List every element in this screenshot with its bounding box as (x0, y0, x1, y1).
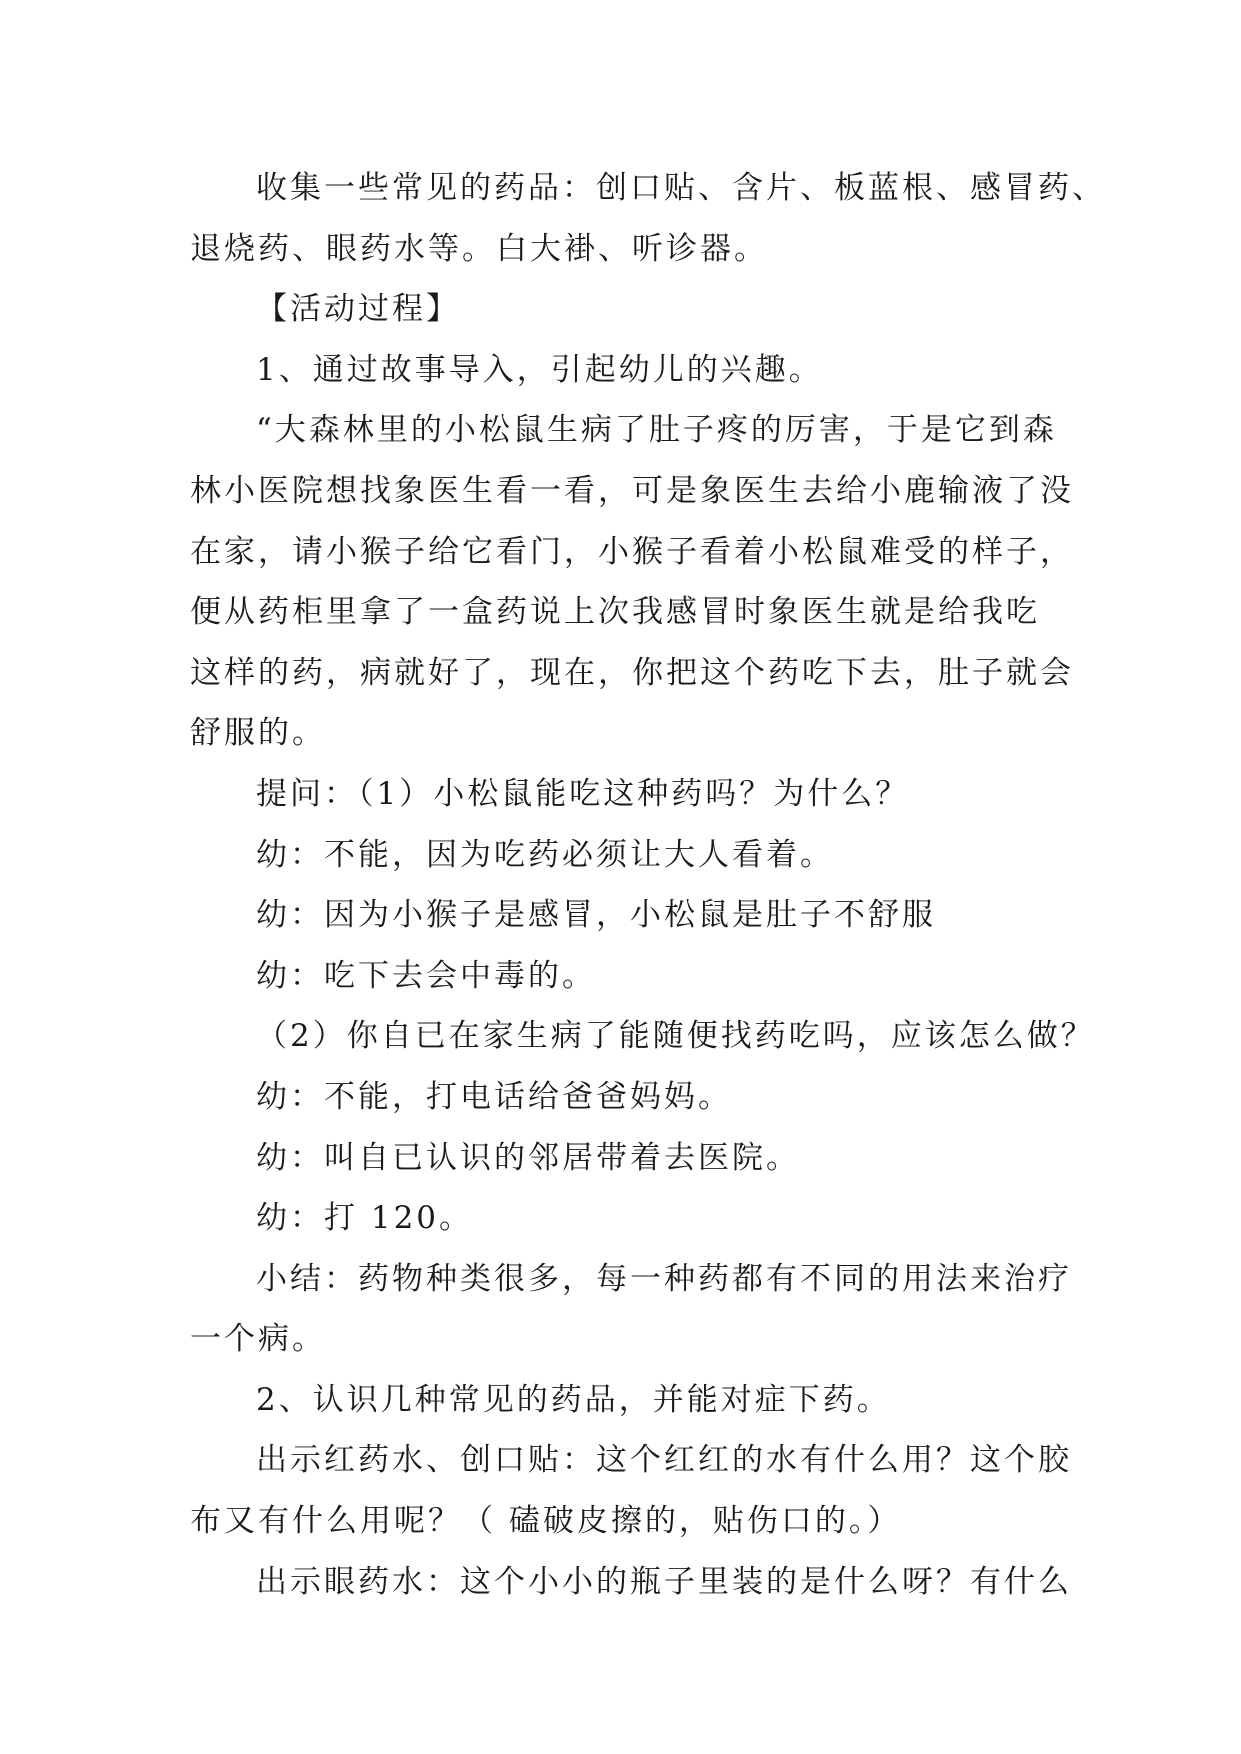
text-line: 2、认识几种常见的药品，并能对症下药。 (256, 1381, 891, 1418)
text-line: 林小医院想找象医生看一看，可是象医生去给小鹿输液了没 (190, 472, 1074, 509)
text-line: 退烧药、眼药水等。白大褂、听诊器。 (190, 230, 768, 267)
text-line: 这样的药，病就好了，现在，你把这个药吃下去，肚子就会 (190, 654, 1074, 691)
text-line: 幼：不能，打电话给爸爸妈妈。 (256, 1078, 732, 1115)
text-line: 出示红药水、创口贴：这个红红的水有什么用？这个胶 (256, 1442, 1072, 1479)
text-line: 幼：打 120。 (256, 1200, 474, 1237)
text-line: 便从药柜里拿了一盒药说上次我感冒时象医生就是给我吃 (190, 594, 1040, 631)
text-line: 一个病。 (190, 1321, 326, 1358)
text-line: 提问：（1）小松鼠能吃这种药吗？为什么？ (256, 775, 910, 812)
text-line: 收集一些常见的药品：创口贴、含片、板蓝根、感冒药、 (256, 170, 1106, 206)
text-line: 幼：吃下去会中毒的。 (256, 957, 596, 994)
text-line: 幼：因为小猴子是感冒，小松鼠是肚子不舒服 (256, 897, 936, 934)
text-line: 舒服的。 (190, 715, 326, 752)
document-body (190, 158, 1106, 1612)
text-line: 小结：药物种类很多，每一种药都有不同的用法来治疗 (256, 1260, 1072, 1297)
text-line: 布又有什么用呢？（ 磕破皮擦的，贴伤口的。） (190, 1503, 902, 1540)
text-line: （2）你自已在家生病了能随便找药吃吗，应该怎么做？ (256, 1018, 1095, 1055)
text-line: 【活动过程】 (256, 291, 460, 328)
text-line: 幼：不能，因为吃药必须让大人看着。 (256, 836, 834, 873)
text-line: 出示眼药水：这个小小的瓶子里装的是什么呀？有什么 (256, 1563, 1072, 1600)
text-line: 幼：叫自已认识的邻居带着去医院。 (256, 1139, 800, 1176)
text-line: “大森林里的小松鼠生病了肚子疼的厉害，于是它到森 (256, 412, 1057, 449)
text-line: 在家，请小猴子给它看门，小猴子看着小松鼠难受的样子， (190, 533, 1074, 570)
text-line: 1、通过故事导入，引起幼儿的兴趣。 (256, 351, 823, 388)
